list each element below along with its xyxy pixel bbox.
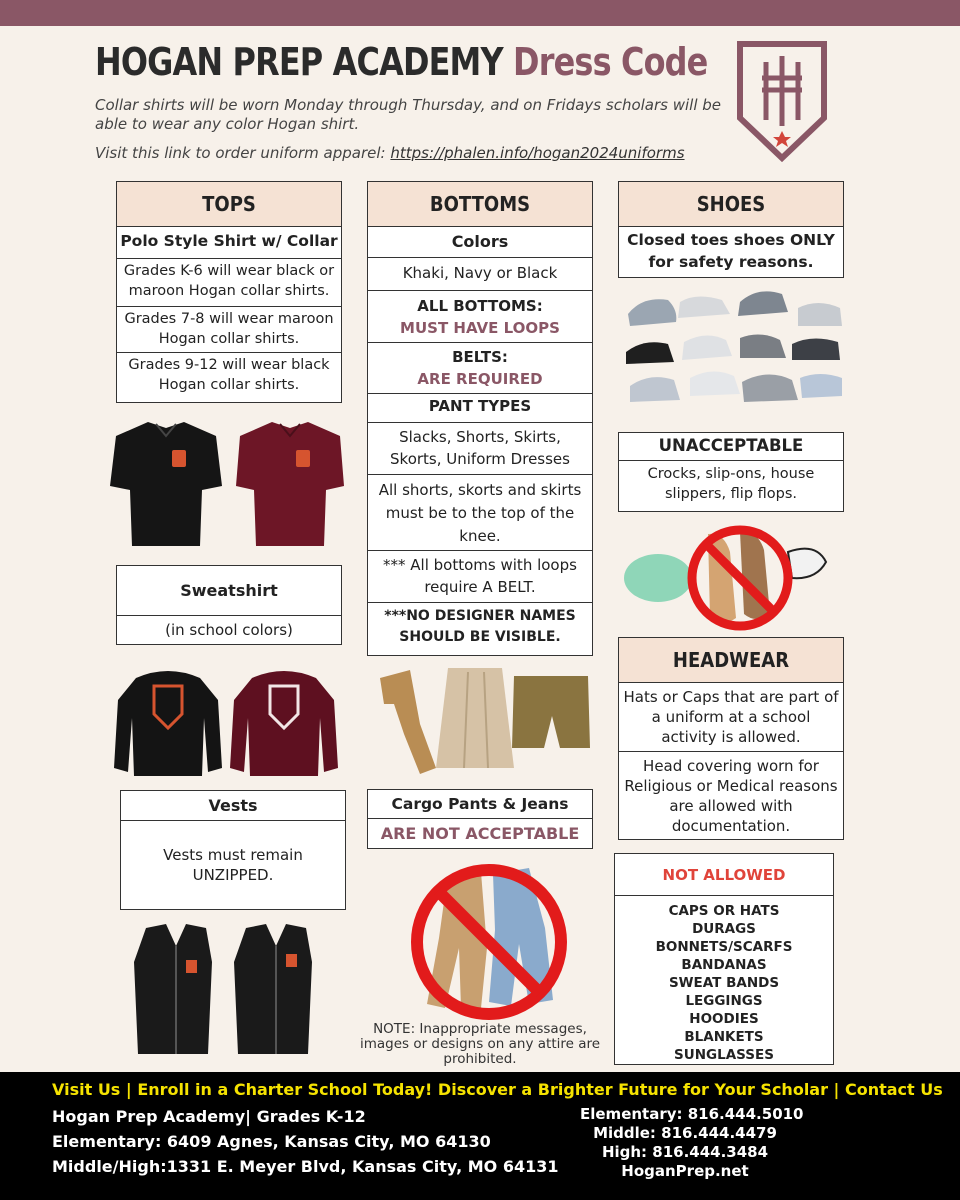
not-allowed-item: DURAGS — [692, 921, 756, 937]
tops-header: TOPS — [117, 182, 341, 227]
footer-phones — [580, 1105, 804, 1181]
headwear-box — [618, 637, 844, 840]
loops-rule — [368, 291, 592, 343]
belts-note: ARE REQUIRED — [417, 370, 543, 388]
tops-row-k6: Grades K-6 will wear black or maroon Hogan collar shirts. — [117, 259, 341, 307]
sweatshirt-box — [116, 565, 342, 645]
not-allowed-item: BONNETS/SCARFS — [655, 939, 793, 955]
not-allowed-item: BLANKETS — [684, 1029, 764, 1045]
inappropriate-note: NOTE: Inappropriate messages, images or designs on any attire are prohibited. — [359, 1021, 601, 1067]
phone-middle[interactable]: Middle: 816.444.4479 — [593, 1124, 777, 1142]
not-allowed-item: LEGGINGS — [685, 993, 763, 1009]
headwear-header: HEADWEAR — [619, 638, 843, 683]
vests-title: Vests — [121, 791, 345, 821]
not-allowed-box — [614, 853, 834, 1065]
footer-address — [52, 1104, 558, 1179]
not-allowed-list — [615, 896, 833, 1064]
order-prefix: Visit this link to order uniform apparel: — [95, 144, 386, 162]
website-link[interactable]: HoganPrep.net — [621, 1162, 749, 1180]
order-link[interactable]: https://phalen.info/hogan2024uniforms — [390, 144, 685, 162]
unacceptable-list: Crocks, slip-ons, house slippers, flip flops. — [647, 466, 815, 502]
not-allowed-item: SWEAT BANDS — [668, 975, 780, 991]
not-allowed-item: BANDANAS — [681, 957, 767, 973]
footer-school: Hogan Prep Academy| Grades K-12 — [52, 1107, 366, 1126]
intro-text: Collar shirts will be worn Monday through Thursday, and on Fridays scholars will be able to wear any color Hogan shirt. — [95, 96, 722, 133]
tops-subheader: Polo Style Shirt w/ Collar — [117, 227, 341, 259]
vests-box — [120, 790, 346, 910]
not-allowed-title: NOT ALLOWED — [615, 854, 833, 896]
no-cargo-jeans-image — [405, 858, 573, 1026]
shoes-box — [618, 181, 844, 278]
cargo-note: ARE NOT ACCEPTABLE — [380, 824, 580, 843]
shoes-header: SHOES — [619, 182, 843, 227]
designer-rule: ***NO DESIGNER NAMES SHOULD BE VISIBLE. — [384, 608, 576, 645]
phone-high[interactable]: High: 816.444.3484 — [601, 1143, 769, 1161]
footer — [0, 1072, 960, 1200]
footer-elementary-address: Elementary: 6409 Agnes, Kansas City, MO 64130 — [52, 1132, 491, 1151]
belts-rule — [368, 343, 592, 394]
headwear-row-2: Head covering worn for Religious or Medical reasons are allowed with documentation. — [624, 757, 838, 835]
shoes-rule: Closed toes shoes ONLY for safety reasons. — [627, 231, 835, 271]
unacceptable-title: UNACCEPTABLE — [619, 433, 843, 461]
polo-shirts-image — [96, 414, 348, 550]
length-rule: All shorts, skorts and skirts must be to the top of the knee. — [368, 475, 592, 551]
page-title — [95, 40, 708, 84]
not-allowed-item: CAPS OR HATS — [668, 903, 780, 919]
pant-types-title: PANT TYPES — [368, 394, 592, 423]
unacceptable-box — [618, 432, 844, 512]
bottoms-header: BOTTOMS — [368, 182, 592, 227]
sweatshirts-image — [114, 660, 340, 778]
vests-note: Vests must remain UNZIPPED. — [163, 846, 303, 884]
cargo-box — [367, 789, 593, 849]
footer-middle-high-address: Middle/High:1331 E. Meyer Blvd, Kansas City, MO 64131 — [52, 1157, 559, 1176]
loops-note: MUST HAVE LOOPS — [400, 319, 560, 337]
top-banner — [0, 0, 960, 26]
tops-row-912: Grades 9-12 will wear black Hogan collar shirts. — [128, 357, 330, 393]
closed-toe-shoes-image — [622, 286, 846, 426]
vests-image — [128, 922, 328, 1058]
colors-title: Colors — [368, 227, 592, 258]
footer-tagline[interactable]: Visit Us | Enroll in a Charter School Today! Discover a Brighter Future for Your Scholar | Contact Us — [52, 1080, 943, 1099]
bottoms-image — [374, 664, 592, 776]
sweatshirt-note: (in school colors) — [165, 621, 293, 639]
title-accent: Dress Code — [513, 40, 708, 84]
title-main: HOGAN PREP ACADEMY — [95, 40, 503, 84]
headwear-row-1: Hats or Caps that are part of a uniform at a school activity is allowed. — [619, 683, 843, 752]
colors-list: Khaki, Navy or Black — [368, 258, 592, 291]
not-allowed-item: SUNGLASSES — [674, 1047, 774, 1063]
belt-rule: *** All bottoms with loops require A BELT. — [368, 551, 592, 603]
no-sandals-image — [620, 522, 832, 632]
cargo-title: Cargo Pants & Jeans — [368, 790, 592, 819]
loops-title: ALL BOTTOMS: — [417, 297, 543, 315]
phone-elementary[interactable]: Elementary: 816.444.5010 — [580, 1105, 804, 1123]
sweatshirt-title: Sweatshirt — [117, 566, 341, 616]
bottoms-box — [367, 181, 593, 656]
belts-title: BELTS: — [452, 348, 508, 366]
pant-types-list: Slacks, Shorts, Skirts, Skorts, Uniform Dresses — [368, 423, 592, 475]
tops-row-78: Grades 7-8 will wear maroon Hogan collar shirts. — [117, 307, 341, 353]
school-shield-logo — [736, 40, 828, 162]
order-line — [95, 144, 685, 162]
not-allowed-item: HOODIES — [689, 1011, 759, 1027]
tops-box — [116, 181, 342, 403]
